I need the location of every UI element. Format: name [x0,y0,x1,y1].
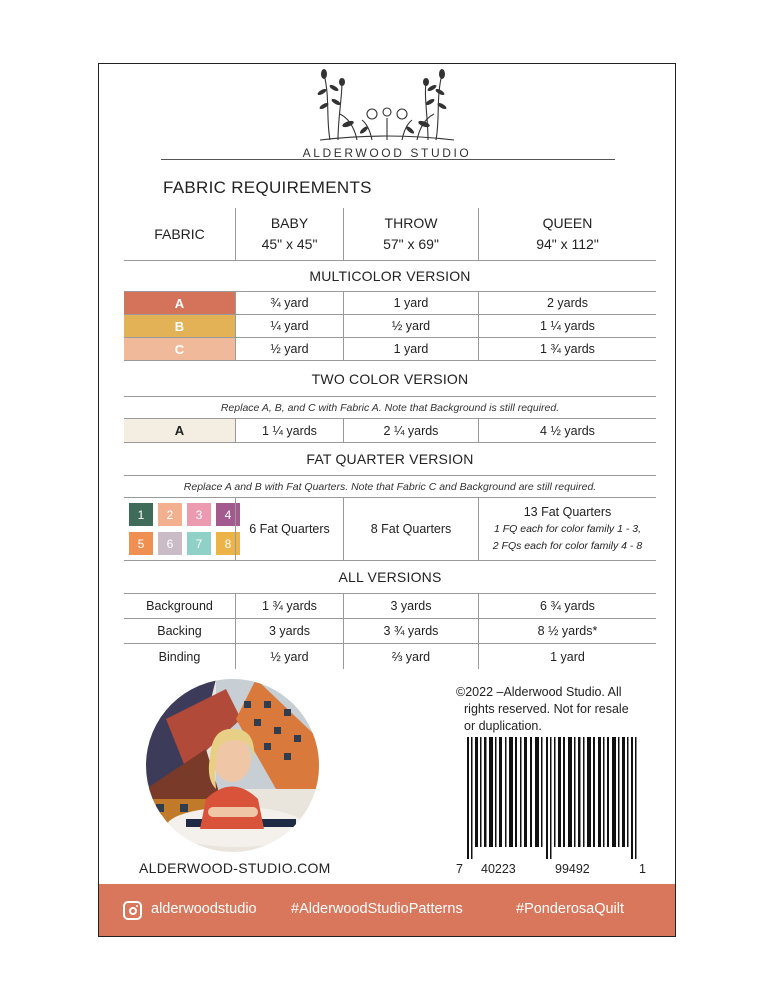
designer-photo [146,679,319,852]
header-fabric: FABRIC [154,225,205,242]
baby-cell: 6 Fat Quarters [235,498,343,560]
instagram-handle[interactable]: alderwoodstudio [151,901,257,917]
swatch-5: 5 [129,532,153,555]
barcode [467,737,637,859]
baby-cell: ¾ yard [235,292,343,314]
table-header-row [124,208,656,261]
website-link[interactable]: ALDERWOOD-STUDIO.COM [139,860,331,876]
barcode-digit-prefix: 7 [456,862,463,876]
queen-cell: 1 ¼ yards [478,315,656,337]
copyright-notice [456,684,641,735]
swatch-8: 8 [216,532,240,555]
section-title: MULTICOLOR VERSION [309,268,471,284]
copyright-line-3: or duplication. [464,719,542,733]
section-fat-quarter [124,443,656,476]
throw-cell: 3 ¾ yards [343,619,478,643]
header-divider [161,159,615,160]
baby-cell: ½ yard [235,644,343,669]
brand-name: ALDERWOOD STUDIO [302,146,472,160]
hashtag-quilt[interactable]: #PonderosaQuilt [516,901,625,917]
footer-bar [99,884,675,936]
header-queen-dims: 94" x 112" [536,236,599,252]
baby-cell: 1 ¾ yards [235,594,343,618]
floral-logo-icon [312,68,462,146]
barcode-digit-check: 1 [639,862,646,876]
fat-quarter-swatches [124,498,235,560]
throw-cell: 3 yards [343,594,478,618]
swatch-3: 3 [187,503,211,526]
note-row [124,476,656,498]
header-baby-name: BABY [270,215,309,231]
fat-quarter-note: Replace A and B with Fat Quarters. Note that Fabric C and Background are still required. [183,480,597,493]
instagram-icon [123,901,142,920]
queen-cell: 1 ¾ yards [478,338,656,360]
page-title: FABRIC REQUIREMENTS [163,178,372,197]
swatch-grid [129,503,241,555]
header-throw-name: THROW [384,215,438,231]
swatch-6: 6 [158,532,182,555]
swatch-7: 7 [187,532,211,555]
header-baby [235,208,343,260]
pattern-back-cover [98,63,676,937]
table-row [124,292,656,315]
section-two-color [124,361,656,397]
swatch-2: 2 [158,503,182,526]
table-row [124,498,656,561]
queen-cell: 4 ½ yards [478,419,656,442]
swatch-4: 4 [216,503,240,526]
baby-cell: ¼ yard [235,315,343,337]
copyright-line-1: ©2022 –Alderwood Studio. All [456,685,622,699]
baby-cell: 3 yards [235,619,343,643]
throw-cell: 8 Fat Quarters [343,498,478,560]
note-row [124,397,656,419]
row-label: Backing [157,624,202,638]
queen-cell: 2 yards [478,292,656,314]
table-row [124,315,656,338]
row-label: Binding [158,649,201,664]
baby-cell: 1 ¼ yards [235,419,343,442]
table-row [124,619,656,644]
copyright-line-2: rights reserved. Not for resale [464,702,629,716]
table-row [124,338,656,361]
hashtag-patterns[interactable]: #AlderwoodStudioPatterns [291,901,463,917]
throw-cell: 1 yard [343,338,478,360]
section-title: ALL VERSIONS [338,569,442,585]
row-label: Background [146,599,213,613]
header-throw [343,208,478,260]
throw-cell: 1 yard [343,292,478,314]
throw-cell: ½ yard [343,315,478,337]
throw-cell: 2 ¼ yards [343,419,478,442]
baby-cell: ½ yard [235,338,343,360]
section-multicolor [124,261,656,292]
fabric-swatch-a: A [124,292,235,314]
barcode-digits-left: 40223 [481,862,516,876]
queen-fq-line1: 1 FQ each for color family 1 - 3, [493,522,642,535]
table-row [124,594,656,619]
barcode-digits-right: 99492 [555,862,590,876]
queen-fq-line2: 2 FQs each for color family 4 - 8 [492,539,643,552]
fabric-swatch-c: C [124,338,235,360]
section-title: FAT QUARTER VERSION [306,451,474,467]
two-color-note: Replace A, B, and C with Fabric A. Note that Background is still required. [220,401,560,414]
queen-cell: 8 ½ yards* [478,619,656,643]
brand-logo [99,68,675,160]
table-row [124,644,656,669]
swatch-1: 1 [129,503,153,526]
queen-cell [478,498,656,560]
queen-cell: 1 yard [478,644,656,669]
header-throw-dims: 57" x 69" [383,236,439,252]
throw-cell: ⅔ yard [343,644,478,669]
table-row [124,419,656,443]
section-all-versions [124,561,656,594]
header-queen-name: QUEEN [542,215,593,231]
header-baby-dims: 45" x 45" [261,236,318,252]
fabric-swatch-a-background: A [124,419,235,442]
section-title: TWO COLOR VERSION [311,370,469,387]
queen-cell: 6 ¾ yards [478,594,656,618]
fabric-swatch-b: B [124,315,235,337]
header-queen [478,208,656,260]
queen-fq-count: 13 Fat Quarters [523,504,612,519]
